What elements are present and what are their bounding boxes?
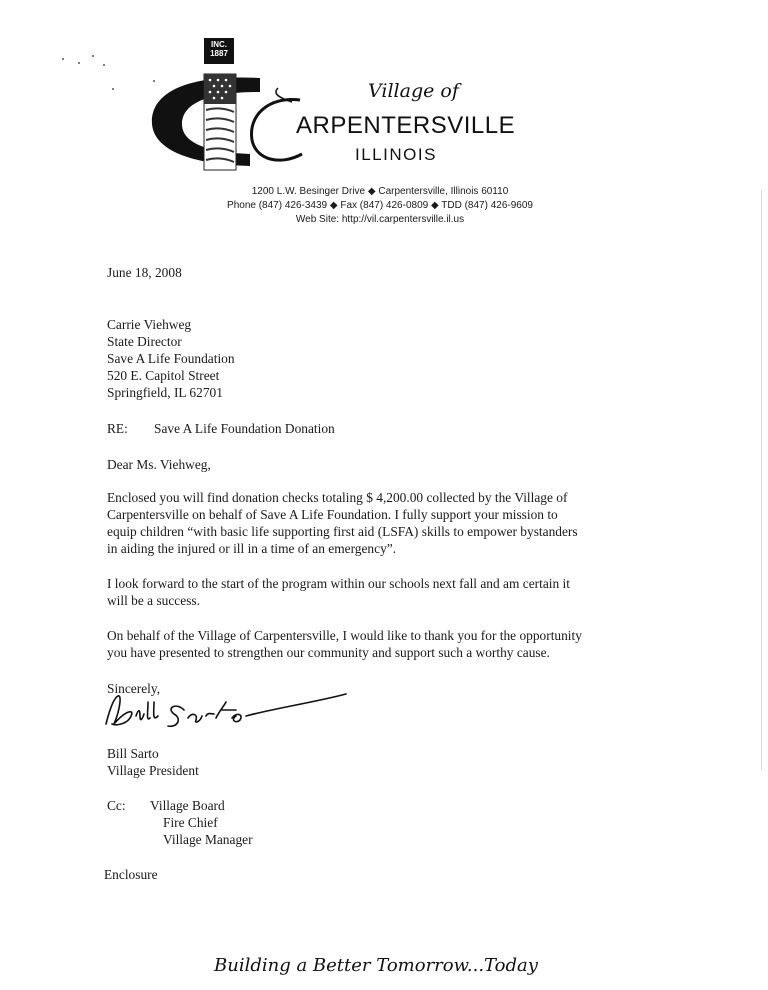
address-line: 1200 L.W. Besinger Drive ◆ Carpentersville, Illinois 60110 [251,186,509,197]
cc-recipients [150,797,253,848]
phone-line: Phone (847) 426-3439 ◆ Fax (847) 426-0809 ◆ TDD (847) 426-9609 [227,200,533,211]
inc-badge-text [204,40,234,58]
closing: Sincerely, [107,681,161,696]
village-name: ARPENTERSVILLE [296,112,516,139]
scan-edge-line [761,190,762,770]
paragraph-line: Carpentersville on behalf of Save A Life Foundation. I fully support your mission to [107,507,558,522]
cc-label: Cc: [107,798,126,813]
cc-recipient: Village Board [150,798,225,813]
body-paragraph-1 [107,489,667,557]
inc-year: 1887 [210,49,228,58]
cc-recipient: Village Manager [163,832,253,847]
body-paragraph-2 [107,575,667,609]
signature [96,688,356,740]
village-of-text: Village of [368,80,459,102]
letter-date: June 18, 2008 [107,265,182,280]
re-label: RE: [107,421,128,436]
enclosure-note: Enclosure [104,867,158,882]
re-subject: Save A Life Foundation Donation [154,421,335,436]
cc-recipient: Fire Chief [163,815,218,830]
paragraph-line: will be a success. [107,593,200,608]
signer-title: Village President [107,763,199,778]
paragraph-line: I look forward to the start of the program within our schools next fall and am certain it [107,576,570,591]
inc-label: INC. [211,40,227,49]
website-line: Web Site: http://vil.carpentersville.il.us [295,214,465,225]
recipient-organization: Save A Life Foundation [107,351,235,366]
paragraph-line: On behalf of the Village of Carpentersville, I would like to thank you for the opportunity [107,628,582,643]
recipient-street: 520 E. Capitol Street [107,368,220,383]
paragraph-line: you have presented to strengthen our community and support such a worthy cause. [107,645,550,660]
recipient-city: Springfield, IL 62701 [107,385,223,400]
recipient-name: Carrie Viehweg [107,317,192,332]
footer-slogan: Building a Better Tomorrow...Today [214,955,538,976]
paragraph-line: in aiding the injured or ill in a time of an emergency”. [107,541,397,556]
signer-name: Bill Sarto [107,746,159,761]
recipient-title: State Director [107,334,182,349]
signer-block [107,745,199,779]
paragraph-line: equip children “with basic life supporting first aid (LSFA) skills to empower bystanders [107,524,578,539]
recipient-block [107,316,235,401]
paragraph-line: Enclosed you will find donation checks totaling $ 4,200.00 collected by the Village of [107,490,568,505]
body-paragraph-3 [107,627,667,661]
salutation: Dear Ms. Viehweg, [107,457,211,472]
state-name: ILLINOIS [355,145,437,164]
